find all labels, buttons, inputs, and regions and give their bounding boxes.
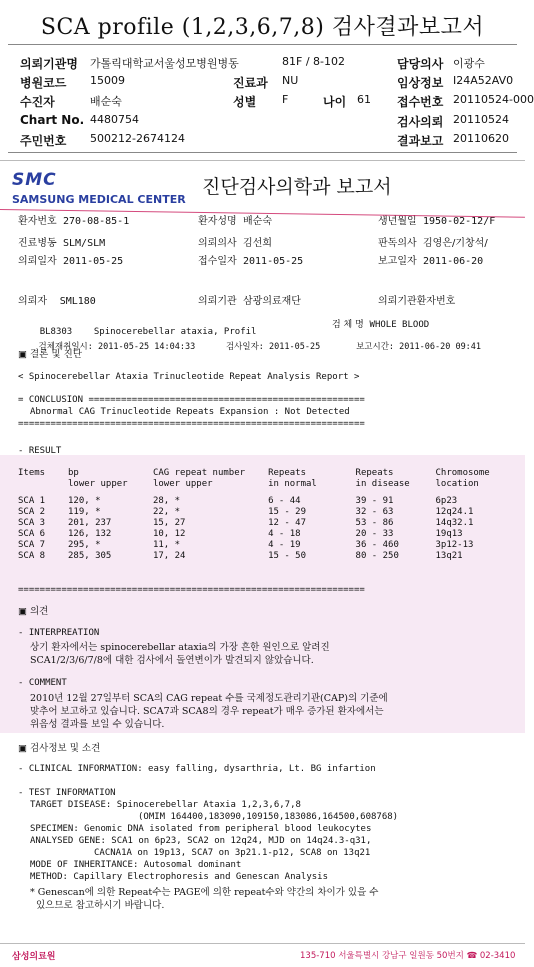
table-row <box>18 518 523 529</box>
col-items: Items <box>18 468 46 478</box>
patient-value: 배순숙 <box>90 95 122 108</box>
analyzed-gene-2: CACNA1A on 19p13, SCA7 on 3p21.1-p12, SCA8 on 13q21 <box>94 848 371 858</box>
interp-header: - INTERPREATION <box>18 628 100 638</box>
patient-name-label: 환자성명 <box>198 216 237 227</box>
comment-header: - COMMENT <box>18 678 67 688</box>
report-date-value: 2011-06-20 <box>423 256 484 267</box>
method: METHOD: Capillary Electrophoresis and Genescan Analysis <box>30 872 329 882</box>
conclusion-header: = CONCLUSION =================================================== <box>18 395 365 405</box>
report-label: 결과보고 <box>397 134 444 148</box>
request-value: 20110524 <box>453 113 509 126</box>
cell: 15 - 29 <box>268 507 306 517</box>
field-specimen <box>332 317 429 330</box>
cell: 12 - 47 <box>268 518 306 528</box>
birthdate-value: 1950-02-12/F <box>423 216 496 227</box>
cell: 80 - 250 <box>355 551 399 561</box>
org-value: 삼광의료재단 <box>243 296 301 307</box>
table-row <box>18 529 523 540</box>
conclusion-rule: ================================================================ <box>18 419 365 429</box>
ward-value: 81F / 8-102 <box>282 55 345 68</box>
cell: 285, 305 <box>67 551 112 561</box>
field-report-date <box>378 252 483 267</box>
timestamp-line <box>18 330 481 362</box>
section-conclusion: ▣ 결론 및 진단 <box>18 349 82 360</box>
sub-cag: lower upper <box>152 479 213 489</box>
age-value: 61 <box>357 93 371 106</box>
table-header-row <box>18 468 523 479</box>
cell: SCA 6 <box>18 529 46 539</box>
lab-report <box>0 160 525 966</box>
report-date-label: 보고일자 <box>378 256 417 267</box>
ward-value: SLM/SLM <box>63 238 106 249</box>
doctor-value: 이광수 <box>453 57 485 70</box>
test-date-label: 검사일자: <box>225 342 264 352</box>
col-chromosome: Chromosome <box>435 468 490 478</box>
cell: 20 - 33 <box>355 529 394 539</box>
request-date-label: 의뢰일자 <box>18 256 57 267</box>
report-title: 진단검사의학과 보고서 <box>202 176 392 198</box>
specimen-info: SPECIMEN: Genomic DNA isolated from peripheral blood leukocytes <box>30 824 372 834</box>
cell: SCA 8 <box>18 551 46 561</box>
cell: 28, * <box>152 496 181 506</box>
clinical-value: I24A52AV0 <box>453 74 514 87</box>
patient-no-label: 환자번호 <box>18 216 57 227</box>
test-code: BL8303 <box>39 327 73 337</box>
cell: 120, * <box>67 496 101 506</box>
receipt-label: 접수번호 <box>397 95 444 109</box>
cell: 4 - 19 <box>268 540 301 550</box>
interp-line-1: 상기 환자에서는 spinocerebellar ataxia의 가장 흔한 원인으로 알려진 <box>30 642 330 653</box>
report-value: 20110620 <box>453 132 509 145</box>
field-request-date <box>18 252 123 267</box>
result-table <box>18 468 523 562</box>
cell: 12q24.1 <box>435 507 474 517</box>
receipt-date-label: 접수일자 <box>198 256 237 267</box>
cell: 22, * <box>152 507 181 517</box>
field-receipt-date <box>198 252 303 267</box>
comment-line-1: 2010년 12월 27일부터 SCA의 CAG repeat 수를 국제정도관리기관(CAP)의 기준에 <box>30 693 388 704</box>
field-patient-name <box>198 212 272 227</box>
result-header: - RESULT <box>18 446 62 456</box>
report-time-value: 2011-06-20 09:41 <box>399 342 482 352</box>
col-normal: Repeats <box>268 468 306 478</box>
omim-numbers: (OMIM 164400,183090,109150,183086,164500,608768) <box>138 812 399 822</box>
note-line-2: 있으므로 참고하시기 바랍니다. <box>36 900 165 911</box>
field-org-patient-no <box>378 292 455 307</box>
cell: 11, * <box>152 540 181 550</box>
cell: 36 - 460 <box>355 540 399 550</box>
report-top-border <box>0 160 525 161</box>
sub-chromosome: location <box>435 479 479 489</box>
requesting-doctor-value: 김선희 <box>243 238 272 249</box>
report-time-label: 보고시간: <box>356 342 395 352</box>
col-cag: CAG repeat number <box>152 468 246 478</box>
receipt-date-value: 2011-05-25 <box>243 256 304 267</box>
hospital-code-label: 병원코드 <box>20 76 67 90</box>
field-org <box>198 292 301 307</box>
field-requesting-doctor <box>198 234 272 249</box>
summary-row-3 <box>0 93 534 111</box>
cell: 15 - 50 <box>268 551 306 561</box>
sex-label: 성별 <box>233 95 257 109</box>
clinical-information: - CLINICAL INFORMATION: easy falling, dysarthria, Lt. BG infartion <box>18 764 376 774</box>
table-row <box>18 551 523 562</box>
center-name: SAMSUNG MEDICAL CENTER <box>12 193 186 206</box>
sub-items <box>18 479 68 490</box>
section-opinion: ▣ 의견 <box>18 606 49 617</box>
sex-value: F <box>282 93 289 106</box>
rrn-value: 500212-2674124 <box>90 132 185 145</box>
request-date-value: 2011-05-25 <box>63 256 124 267</box>
org-label: 의뢰기관 <box>198 296 237 307</box>
conclusion-text: Abnormal CAG Trinucleotide Repeats Expansion : Not Detected <box>30 407 350 417</box>
patient-no-value: 270-08-85-1 <box>63 216 130 227</box>
note-line-1: * Genescan에 의한 Repeat수는 PAGE에 의한 repeat수와 약간의 차이가 있을 수 <box>30 887 379 898</box>
rerequest-value: 2011-05-25 14:04:33 <box>98 342 196 352</box>
sub-normal: in normal <box>268 479 317 489</box>
cell: 6p23 <box>435 496 458 506</box>
cell: 119, * <box>67 507 101 517</box>
cell: SCA 1 <box>18 496 46 506</box>
field-client <box>18 292 96 307</box>
col-disease: Repeats <box>355 468 394 478</box>
report-footer <box>0 943 525 967</box>
specimen-label: 검 체 명 <box>332 320 364 330</box>
receipt-value: 20110524-000 <box>453 93 534 106</box>
report-name: < Spinocerebellar Ataxia Trinucleotide Repeat Analysis Report > <box>18 372 360 382</box>
cell: 295, * <box>67 540 101 550</box>
org-patient-no-label: 의뢰기관환자번호 <box>378 296 456 307</box>
analyzed-gene-1: ANALYSED GENE: SCA1 on 6p23, SCA2 on 12q24, MJD on 14q24.3-q31, <box>30 836 372 846</box>
cell: 13q21 <box>435 551 463 561</box>
cell: SCA 2 <box>18 507 46 517</box>
age-label: 나이 <box>323 95 347 109</box>
client-value: SML180 <box>59 296 96 307</box>
title-divider <box>8 44 517 45</box>
chart-value: 4480754 <box>90 113 139 126</box>
cell: 201, 237 <box>67 518 112 528</box>
comment-line-3: 위음성 결과를 보일 수 있습니다. <box>30 719 165 730</box>
target-disease: TARGET DISEASE: Spinocerebellar Ataxia 1,2,3,6,7,8 <box>30 800 301 810</box>
test-date-value: 2011-05-25 <box>269 342 321 352</box>
summary-row-2 <box>0 74 525 92</box>
reading-doctor-label: 판독의사 <box>378 238 417 249</box>
cell: SCA 3 <box>18 518 46 528</box>
field-ward <box>18 234 105 249</box>
table-row <box>18 507 523 518</box>
reading-doctor-value: 김영은/기창석/ <box>423 238 488 249</box>
test-name: Spinocerebellar ataxia, Profil <box>93 327 257 337</box>
page-title: SCA profile (1,2,3,6,7,8) 검사결과보고서 <box>40 15 485 40</box>
summary-header <box>0 0 534 160</box>
field-reading-doctor <box>378 234 488 249</box>
section-test-info: ▣ 검사정보 및 소견 <box>18 743 101 754</box>
cell: 126, 132 <box>67 529 112 539</box>
patient-label: 수진자 <box>20 95 55 109</box>
table-row <box>18 496 523 507</box>
dept-value: NU <box>282 74 299 87</box>
summary-row-5 <box>0 132 525 150</box>
requesting-doctor-label: 의뢰의사 <box>198 238 237 249</box>
chart-label: Chart No. <box>20 113 85 127</box>
comment-line-2: 맞추어 보고하고 있습니다. SCA7과 SCA8의 경우 repeat가 매우 증가된 환자에서는 <box>30 706 384 717</box>
footer-address: 135-710 서울특별시 강남구 일원동 50번지 ☎ 02-3410 <box>300 951 516 961</box>
test-information-header: - TEST INFORMATION <box>18 788 116 798</box>
patient-name-value: 배순숙 <box>243 216 272 227</box>
specimen-value: WHOLE BLOOD <box>369 320 430 330</box>
doctor-label: 담당의사 <box>397 57 444 71</box>
cell: 3p12-13 <box>435 540 474 550</box>
birthdate-label: 생년월일 <box>378 216 417 227</box>
interp-line-2: SCA1/2/3/6/7/8에 대한 검사에서 돌연변이가 발견되지 않았습니다. <box>30 655 314 666</box>
cell: 10, 12 <box>152 529 186 539</box>
cell: 14q32.1 <box>435 518 474 528</box>
field-patient-no <box>18 212 129 227</box>
cell: 19q13 <box>435 529 463 539</box>
dept-label: 진료과 <box>233 76 268 90</box>
sub-disease: in disease <box>355 479 410 489</box>
cell: 15, 27 <box>152 518 186 528</box>
institution-label: 의뢰기관명 <box>20 57 78 71</box>
clinical-label: 임상정보 <box>397 76 444 90</box>
sub-bp: lower upper <box>67 479 128 489</box>
smc-logo: SMC <box>12 170 57 190</box>
cell: 39 - 91 <box>355 496 394 506</box>
col-bp: bp <box>67 468 79 478</box>
mode-of-inheritance: MODE OF INHERITANCE: Autosomal dominant <box>30 860 242 870</box>
institution-value: 가톨릭대학교서울성모병원병동 <box>90 57 239 70</box>
rrn-label: 주민번호 <box>20 134 67 148</box>
cell: 53 - 86 <box>355 518 394 528</box>
hospital-code-value: 15009 <box>90 74 125 87</box>
ward-label: 진료병동 <box>18 238 57 249</box>
rerequest-label: 검체재취일시: <box>38 342 93 352</box>
cell: SCA 7 <box>18 540 46 550</box>
footer-logo: 삼성의료원 <box>12 952 56 962</box>
summary-row-4 <box>0 113 525 131</box>
cell: 32 - 63 <box>355 507 394 517</box>
cell: 6 - 44 <box>268 496 301 506</box>
client-label: 의뢰자 <box>18 296 47 307</box>
request-label: 검사의뢰 <box>397 115 444 129</box>
summary-divider <box>8 152 517 153</box>
cell: 4 - 18 <box>268 529 301 539</box>
cell: 17, 24 <box>152 551 186 561</box>
summary-row-1 <box>0 55 525 73</box>
table-row <box>18 540 523 551</box>
table-bottom-rule: ================================================================ <box>18 585 365 595</box>
table-subheader-row <box>18 479 523 490</box>
